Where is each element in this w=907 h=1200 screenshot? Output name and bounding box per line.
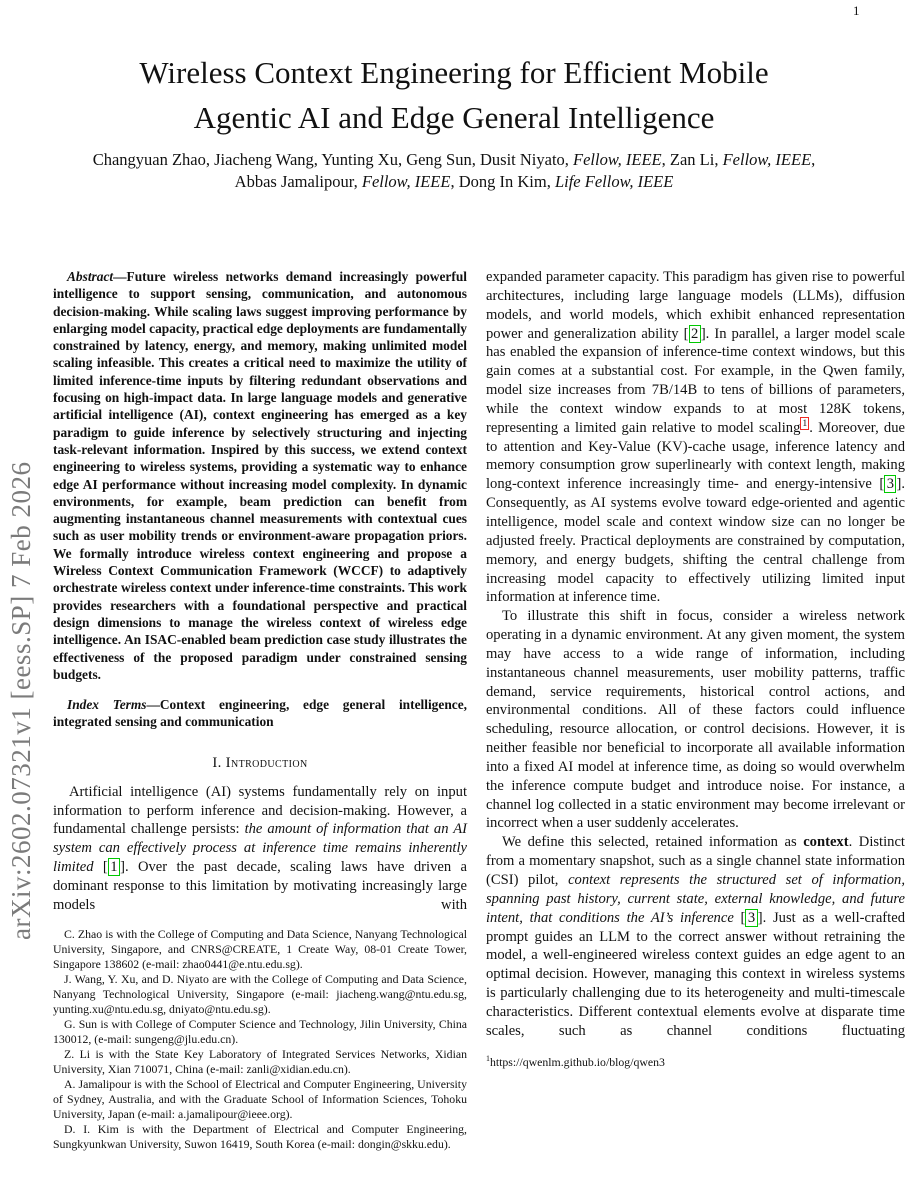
paper-title-line-1: Wireless Context Engineering for Efficient Mobile bbox=[139, 55, 769, 90]
text-segment: expanded parameter capacity. This paradigm has given rise to powerful architectures, including large language models (LLMs), diffusion models, and world models, which exhibit enhanced representation power and generalization ability [ bbox=[486, 269, 905, 342]
text-segment: —Context engineering, edge general intelligence, integrated sensing and communication bbox=[53, 697, 467, 730]
affiliation-footnote-li: Z. Li is with the State Key Laboratory of Integrated Services Networks, Xidian University, Xian 710071, China (e-mail: zanli@xidian.edu.cn). bbox=[53, 1046, 467, 1076]
author-line-1 bbox=[28, 149, 880, 171]
intro-paragraph-1-continued bbox=[486, 268, 905, 607]
text-segment: [ bbox=[733, 909, 746, 926]
text-segment: ]. Consequently, as AI systems evolve toward edge-oriented and agentic intelligence, model scale and context window size can no longer be adjusted freely. Practical deployments are constrained by computation, memory, and energy budgets, shifting the central challenge from increasing model capacity to effectively utilizing limited input information at inference time. bbox=[486, 476, 905, 606]
intro-paragraph-3 bbox=[486, 833, 905, 1040]
right-column bbox=[486, 268, 905, 1152]
section-heading-introduction bbox=[53, 755, 467, 772]
affiliation-footnote-kim: D. I. Kim is with the Department of Electrical and Computer Engineering, Sungkyunkwan University, Suwon 16419, South Korea (e-mail: dongin@skku.edu). bbox=[53, 1121, 467, 1151]
text-segment: Introduction bbox=[225, 754, 308, 771]
citation-3-link[interactable]: 3 bbox=[884, 475, 896, 493]
affiliation-footnote-sun: G. Sun is with College of Computer Science and Technology, Jilin University, China 130012, (e-mail: sungeng@jlu.edu.cn). bbox=[53, 1016, 467, 1046]
intro-paragraph-1 bbox=[53, 783, 467, 915]
text-segment: ]. In parallel, a larger model scale has enabled the expansion of inference-time context windows, but this gain comes at a substantial cost. For example, in the Qwen family, model size increases from 7B/14B to tens of billions of parameters, while the context window expands to at most 128K tokens, representing a limited gain relative to model scaling bbox=[486, 325, 906, 436]
left-column bbox=[53, 268, 467, 1152]
abstract-paragraph bbox=[53, 268, 467, 683]
text-segment: I. bbox=[212, 754, 226, 771]
affiliation-footnote-zhao: C. Zhao is with the College of Computing and Data Science, Nanyang Technological University, Singapore, and CNRS@CREATE, 1 Create Way, 08-01 Create Tower, Singapore 138602 (e-mail: zhao0441@e.ntu.edu.sg). bbox=[53, 926, 467, 971]
text-segment: [ bbox=[93, 859, 108, 876]
text-segment: , Zan Li, bbox=[661, 150, 723, 169]
affiliation-footnote-wang-xu-niyato: J. Wang, Y. Xu, and D. Niyato are with the College of Computing and Data Science, Nanyang Technological University, Singapore (e-mail: jiacheng.wang@ntu.edu.sg, yunting.xu@ntu.edu.sg, dniyato@ntu.edu.sg). bbox=[53, 971, 467, 1016]
author-line-2 bbox=[28, 171, 880, 193]
text-segment: . Moreover, due to attention and Key-Value (KV)-cache usage, inference latency and memory consumption grow superlinearly with context length, making long-context inference increasingly time- and energy-intensive [ bbox=[486, 419, 905, 493]
two-column-body bbox=[53, 268, 905, 1152]
text-segment: ]. Just as a well-crafted prompt guides an LLM to the correct answer without retraining the model, a well-engineered wireless context guides an edge agent to an optimal decision. However, managing this context in wireless systems is particularly challenging due to its heterogeneity and multi-timescale characteristics. Different contextual elements evolve at disparate time scales, such as channel conditions fluctuating bbox=[486, 909, 905, 1039]
text-segment: Abstract bbox=[67, 269, 114, 284]
text-segment: , Dong In Kim, bbox=[450, 171, 555, 191]
paper-title-line-2: Agentic AI and Edge General Intelligence bbox=[193, 100, 715, 135]
footnote-1-link[interactable]: 1 bbox=[802, 417, 808, 429]
text-segment: . Distinct from a momentary snapshot, such as a single channel state information (CSI) pilot, bbox=[486, 834, 905, 888]
author-block bbox=[28, 149, 880, 192]
paper-title bbox=[28, 50, 880, 140]
text-segment: Fellow, IEEE bbox=[361, 171, 451, 191]
text-segment: https://qwenlm.github.io/blog/qwen3 bbox=[489, 1054, 665, 1069]
text-segment: We define this selected, retained information as bbox=[502, 834, 804, 851]
text-segment: the amount of information that an AI system can effectively process at inference time remains inherently limited bbox=[53, 821, 467, 876]
text-segment: 1 bbox=[486, 1053, 490, 1063]
text-segment: Artificial intelligence (AI) systems fundamentally rely on input information to perform inference and decision-making. However, a fundamental challenge persists: bbox=[53, 783, 467, 838]
affiliation-footnotes bbox=[53, 927, 467, 1152]
text-segment: Index Terms bbox=[67, 697, 147, 713]
text-segment: Changyuan Zhao, Jiacheng Wang, Yunting Xu, Geng Sun, Dusit Niyato, bbox=[92, 150, 574, 169]
citation-3b-link[interactable]: 3 bbox=[745, 909, 757, 927]
text-segment: , bbox=[811, 150, 816, 169]
text-segment: —Future wireless networks demand increasingly powerful intelligence to support sensing, communication, and autonomous decision-making. While scaling laws suggest improving performance by enlarging model capacity, practical edge deployments are fundamentally constrained by latency, energy, and memory, making unlimited model scaling infeasible. This creates a critical need to maximize the utility of limited inference-time inputs by filtering redundant observations and focusing on high-impact data. In large language models and generative artificial intelligence (AI), context engineering has emerged as a key paradigm to guide inference by selectively structuring and injecting task-relevant information. Inspired by this success, we extend context engineering to wireless systems, providing a systematic way to enhance edge AI performance without increasing model complexity. In dynamic environments, for example, beam prediction can benefit from augmenting instantaneous channel measurements with contextual cues such as user mobility trends or environment-aware propagation priors. We formally introduce wireless context engineering and propose a Wireless Context Communication Framework (WCCF) to adaptively orchestrate wireless context under inference-time constraints. This work provides researchers with a foundational perspective and practical design dimensions to manage the wireless context of wireless edge intelligence. An ISAC-enabled beam prediction case study illustrates the effectiveness of the proposed paradigm under constrained sensing budgets. bbox=[53, 269, 467, 682]
url-footnote bbox=[486, 1055, 905, 1070]
text-segment: context bbox=[803, 834, 849, 851]
citation-2-link[interactable]: 2 bbox=[689, 325, 701, 343]
text-segment: Fellow, IEEE bbox=[722, 150, 812, 169]
index-terms bbox=[53, 696, 467, 731]
page-number: 1 bbox=[853, 3, 860, 18]
citation-1-link[interactable]: 1 bbox=[108, 858, 120, 876]
arxiv-watermark: arXiv:2602.07321v1 [eess.SP] 7 Feb 2026 bbox=[6, 461, 36, 940]
text-segment: ]. Over the past decade, scaling laws have driven a dominant response to this limitation by motivating increasingly large models with bbox=[53, 859, 467, 913]
text-segment: Abbas Jamalipour, bbox=[234, 171, 362, 191]
text-segment: context represents the structured set of information, spanning past history, current state, external knowledge, and future intent, that conditions the AI’s inference bbox=[486, 872, 905, 926]
text-segment: To illustrate this shift in focus, consider a wireless network operating in a dynamic environment. At any given moment, the system may have access to a wide range of information, including instantaneous channel measurements, user mobility patterns, traffic demand, service requirements, historical control actions, and environmental conditions. All of these factors could influence scheduling, resource allocation, or control decisions. However, it is neither feasible nor beneficial to incorporate all available information into a fixed AI model at inference time, as doing so would overwhelm the inference compute budget and introduce noise. For instance, a channel log collected in a static environment may become irrelevant or incorrect when a user suddenly accelerates. bbox=[486, 608, 905, 832]
text-segment: Fellow, IEEE bbox=[573, 150, 662, 169]
intro-paragraph-2 bbox=[486, 607, 905, 833]
affiliation-footnote-jamalipour: A. Jamalipour is with the School of Electrical and Computer Engineering, University of Sydney, Australia, and with the Graduate School of Information Sciences, Tohoku University, Japan (e-mail: a.jamalipour@ieee.org). bbox=[53, 1076, 467, 1121]
text-segment: Life Fellow, IEEE bbox=[554, 171, 674, 191]
